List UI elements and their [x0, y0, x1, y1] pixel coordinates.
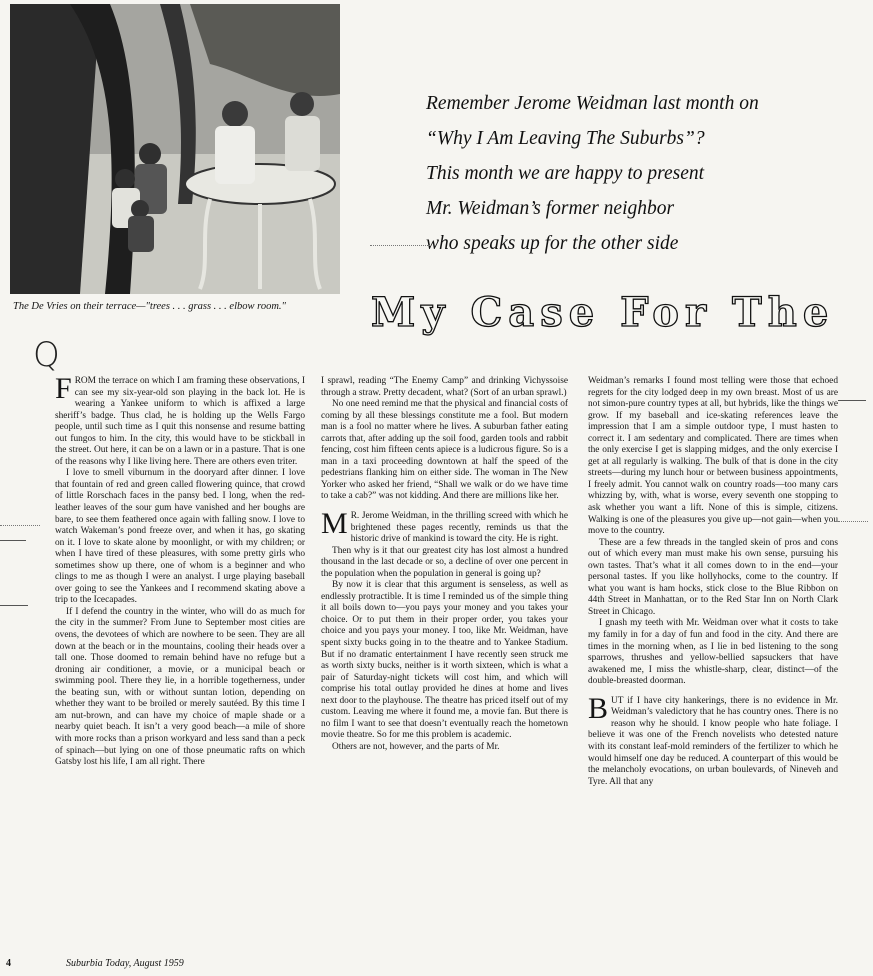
paragraph — [55, 372, 305, 468]
article-column-1 — [55, 372, 305, 769]
paragraph: I gnash my teeth with Mr. Weidman over what it costs to take my family in for a day of fun and food in the city. And there are times in the morning when, as I lie in bed listening to the song sparrows, thrushes and yellow-bellied sapsuckers that have awakened me, I miss the whistle-sharp, clear, distinct—of the double-breasted doorman. — [588, 618, 838, 687]
terrace-photo — [10, 4, 340, 294]
article-headline: My Case For The — [371, 289, 835, 336]
publication-line: Suburbia Today, August 1959 — [66, 958, 184, 969]
paragraph — [588, 691, 838, 788]
stray-rule — [0, 525, 40, 526]
intro-line: “Why I Am Leaving The Suburbs”? — [426, 128, 705, 149]
stray-rule — [370, 245, 430, 246]
intro-blurb — [426, 86, 856, 261]
paragraph-text: UT if I have city hankerings, there is no evidence in Mr. Weidman’s valedictory that he has country ones. There is no reason why he should. I know people who hate foliage. I believe it was one of the French novelists who detested nature with its constant leaf-mold reminders of the fertilizer to which he would himself one day be reduced. A counterpart of this would be the melancholy evocations, on urban boulevards, of Nineveh and Tyre. All that any — [588, 695, 838, 787]
section-block — [588, 691, 838, 788]
paragraph: I love to smell viburnum in the dooryard after dinner. I love that fountain of red and green called flowering quince, that crowd of little Rorschach faces in the pansy bed. I long, when the red-leather leaves of the sour gum have vanished and her boughs are bare, to see them feathered once again with falling snow. I love to watch Wakeman’s pond freeze over, and when it has, go skating on it. I love to skate alone by moonlight, or with my children; or when I have tired of these pleasures, with some pretty girls who sometimes show up there, one of whom is a beginner and who clings to me as though I were an analyst. I urge playing baseball over going to see the Yankees and I recommend skating above a trip to the Icecapades. — [55, 468, 305, 606]
paragraph: If I defend the country in the winter, who will do as much for the city in the summer? From June to September most cities are ovens, the devotees of which are nowhere to be seen. They are all down at the beach or in the mountains, cooling their heads over a tall one. Those doomed to remain behind have no refuge but a droning air conditioner, a movie, or a municipal beach or swimming pool. There they lie, in a horrible togetherness, under the beating sun, with or without suntan lotion, depending on whether they want to be broiled or merely sautéed. By this time I am nut-brown, and can have my choice of maple shade or a nearby quiet beach. It isn’t a very good beach—a mile of shore with more rocks than a prison workyard and less sand than a peck of spinach—but lying on one of those pneumatic rafts on which Gatsby lost his life, I am all right. There — [55, 606, 305, 768]
paragraph: By now it is clear that this argument is senseless, as well as endlessly protractible. It is time I reminded us of the simple thing it all boils down to—you pays your money and you takes your choice. Or to put them in their proper order, you takes your choice and you pays your money. I too, like Mr. Weidman, have spent sixty bucks going in to the theatre and to Yankee Stadium. But if no dramatic entertainment I have recently seen struck me as worth sixty bucks, neither is it worth sixteen, which is what a pair of Saturday-night tickets will cost him, and which will comprise his total outlay provided he dines at home and lives next door to the playhouse. The theatre has priced itself out of my custom. Leaving me where it found me, a movie fan. But there is no film I want to see that doesn’t eventually reach the hometown movie theatre. So for me this problem is academic. — [321, 580, 568, 741]
terrace-photo-illustration — [10, 4, 340, 294]
paragraph: Then why is it that our greatest city has lost almost a hundred thousand in the last decade or so, a decline of over one percent in the population when the population in general is going up? — [321, 545, 568, 579]
drop-cap: F — [55, 372, 72, 405]
stray-rule — [838, 521, 868, 522]
article-column-3 — [588, 376, 838, 788]
paragraph-text: R. Jerome Weidman, in the thrilling screed with which he brightened these pages recently, reminds us that the historic drive of mankind is toward the city. He is right. — [350, 511, 568, 545]
paragraph: I sprawl, reading “The Enemy Camp” and drinking Vichyssoise through a straw. Pretty decadent, what? (Sort of an urban sprawl.) — [321, 376, 568, 398]
paragraph: No one need remind me that the physical and financial costs of coming by all these blessings constitute me a fool. But modern man is a fool no matter where he lives. A suburban father eating carrots that, after adding up the soil food, garden tools and rabbit fencing, cost him fifteen cents apiece is a ludicrous figure. So is a man in a taxi proceeding downtown at half the speed of the pedestrians flanking him on either side. The woman in The New Yorker who asked her friend, “Shall we walk or do we have time to take a cab?” was not kidding. And there are millions like her. — [321, 399, 568, 502]
stray-rule — [0, 540, 26, 541]
stray-rule — [838, 400, 866, 401]
section-block — [321, 507, 568, 753]
article-column-2 — [321, 376, 568, 754]
page-number: 4 — [6, 958, 11, 969]
photo-caption: The De Vries on their terrace—"trees . . . grass . . . elbow room." — [13, 301, 286, 312]
drop-cap: B — [588, 691, 609, 725]
intro-line: This month we are happy to present — [426, 163, 705, 184]
paragraph: Others are not, however, and the parts of Mr. — [332, 741, 500, 752]
margin-mark: Q — [33, 335, 60, 375]
paragraph — [321, 507, 568, 546]
paragraph-text: ROM the terrace on which I am framing these observations, I can see my six-year-old son playing in the back lot. He is wearing a Yankee uniform to which is affixed a large sheriff’s badge. Thus clad, he is holding up the Wells Fargo people, until such time as I quit this nonsense and resume batting out fungos to him. In the city, this would have to be stickball in the street. Out here, it can be on a lawn or in a pasture. That is one of the reasons why I like living here. There are others even triter. — [55, 376, 305, 467]
paragraph: Weidman’s remarks I found most telling were those that echoed regrets for the city lodged deep in my own breast. Most of us are not simon-pure country types at all, but hybrids, like the things we grow. If my baseball and ice-skating references leave the impression that I am a simple outdoor type, I must hasten to correct it. I am sedentary and complicated. There are times when the only exercise I get is slapping midges, and the only exercise I get at all regularly is walking. The bulk of that is done in the city streets—during my lunch hour or between business appointments, I freely admit. You cannot walk on country roads—too many cars whizzing by, with, what is worse, every seventh one stopping to ask whether you want a lift. None of this is simple, citizens. Walking is one of the pleasures you give up—not gain—when you move to the country. — [588, 376, 838, 537]
intro-line: Mr. Weidman’s former neighbor — [426, 198, 675, 219]
paragraph: These are a few threads in the tangled skein of pros and cons out of which every man must make his own sense, pursuing his own tastes. That’s what it all comes down to in the end—your personal tastes. If you like hollyhocks, come to the country. If what you want is ham hocks, stick close to the Blue Ribbon on 44th Street in Manhattan, or to the Red Star Inn on North Clark Street in Chicago. — [588, 537, 838, 617]
intro-line: Remember Jerome Weidman last month on — [426, 93, 759, 114]
intro-line: who speaks up for the other side — [426, 233, 679, 254]
page-footer — [6, 958, 184, 969]
drop-cap: M — [321, 507, 348, 541]
stray-rule — [0, 605, 28, 606]
